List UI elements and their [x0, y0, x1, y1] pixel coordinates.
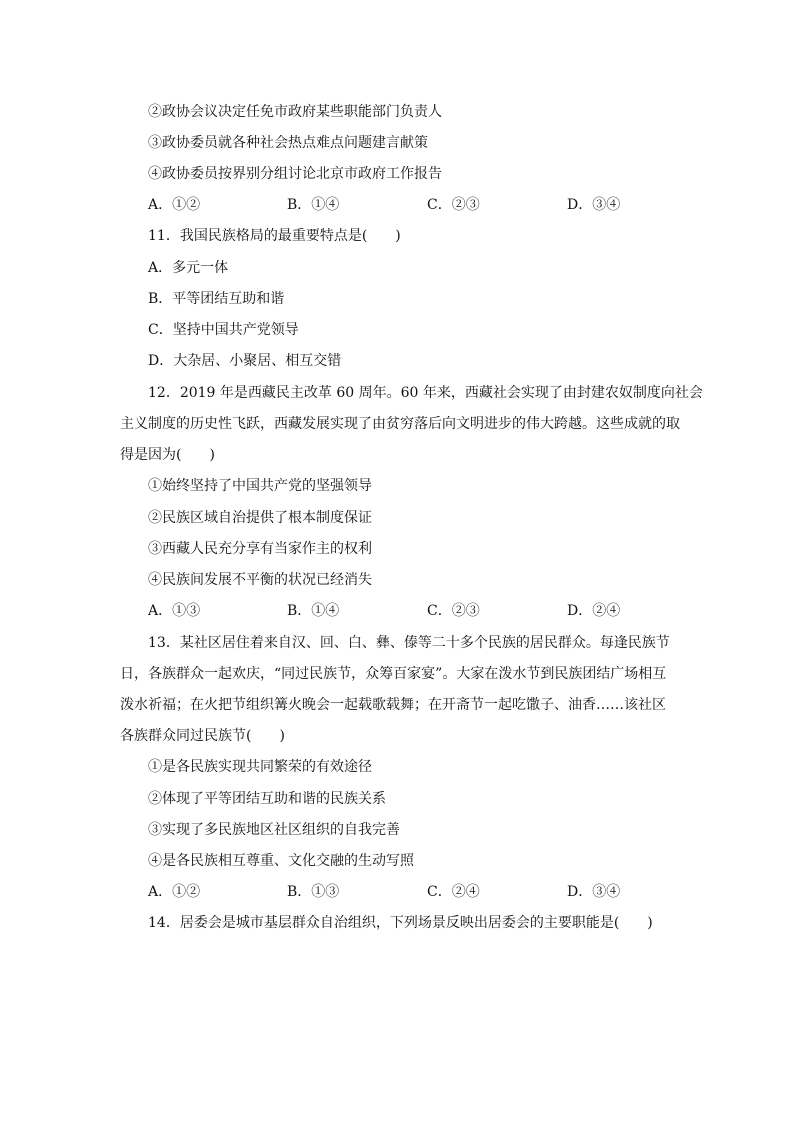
q11-option-a: A．多元一体	[148, 260, 229, 276]
q11-stem: 11．我国民族格局的最重要特点是( )	[148, 228, 401, 244]
q12-stem-line-2: 主义制度的历史性飞跃，西藏发展实现了由贫穷落后向文明进步的伟大跨越。这些成就的取	[120, 416, 680, 432]
q12-option-a: A．①③	[148, 603, 201, 619]
q13-option-d: D．③④	[567, 884, 621, 900]
q13-stem-line-3: 泼水祈福；在火把节组织篝火晚会一起载歌载舞；在开斋节一起吃馓子、油香……该社区	[120, 697, 666, 713]
q13-statement-3: ③实现了多民族地区社区组织的自我完善	[148, 822, 400, 838]
q12-statement-3: ③西藏人民充分享有当家作主的权利	[148, 541, 372, 557]
q10-option-b: B．①④	[287, 197, 340, 213]
q11-option-d: D．大杂居、小聚居、相互交错	[148, 353, 342, 369]
q12-option-d: D．②④	[567, 603, 621, 619]
q11-option-c: C．坚持中国共产党领导	[148, 322, 299, 338]
q13-statement-4: ④是各民族相互尊重、文化交融的生动写照	[148, 853, 414, 869]
q12-stem-line-3: 得是因为( )	[120, 447, 215, 463]
q12-option-c: C．②③	[427, 603, 480, 619]
q10-option-c: C．②③	[427, 197, 480, 213]
q12-option-b: B．①④	[287, 603, 340, 619]
q10-statement-4: ④政协委员按界别分组讨论北京市政府工作报告	[148, 166, 442, 182]
q13-stem-line-4: 各族群众同过民族节( )	[120, 728, 285, 744]
q10-option-a: A．①②	[148, 197, 201, 213]
q13-option-c: C．②④	[427, 884, 480, 900]
q10-statement-3: ③政协委员就各种社会热点难点问题建言献策	[148, 135, 428, 151]
q14-stem: 14．居委会是城市基层群众自治组织，下列场景反映出居委会的主要职能是( )	[148, 915, 653, 931]
q13-stem-line-1: 13．某社区居住着来自汉、回、白、彝、傣等二十多个民族的居民群众。每逢民族节	[148, 635, 670, 651]
q13-option-a: A．①②	[148, 884, 201, 900]
q13-option-b: B．①③	[287, 884, 340, 900]
q12-statement-1: ①始终坚持了中国共产党的坚强领导	[148, 478, 372, 494]
q10-statement-2: ②政协会议决定任免市政府某些职能部门负责人	[148, 104, 442, 120]
q12-statement-4: ④民族间发展不平衡的状况已经消失	[148, 572, 372, 588]
q11-option-b: B．平等团结互助和谐	[148, 291, 285, 307]
q10-option-d: D．③④	[567, 197, 621, 213]
q12-stem-line-1: 12．2019 年是西藏民主改革 60 周年。60 年来，西藏社会实现了由封建农奴制度向社会	[148, 385, 703, 401]
q12-statement-2: ②民族区域自治提供了根本制度保证	[148, 510, 372, 526]
q13-statement-1: ①是各民族实现共同繁荣的有效途径	[148, 759, 372, 775]
q13-stem-line-2: 日，各族群众一起欢庆，“同过民族节，众筹百家宴”。大家在泼水节到民族团结广场相互	[120, 666, 667, 682]
q13-statement-2: ②体现了平等团结互助和谐的民族关系	[148, 791, 386, 807]
